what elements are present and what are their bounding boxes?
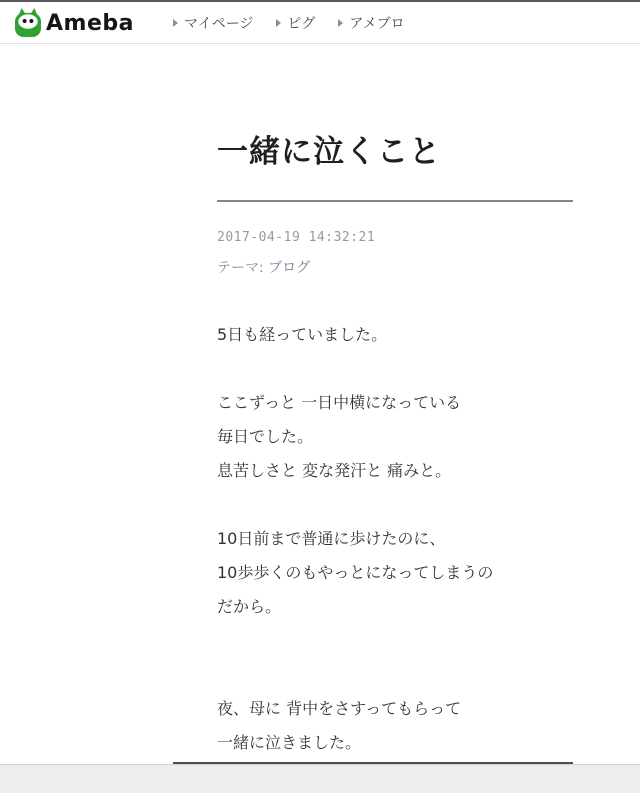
ameba-mascot-icon [14,7,42,38]
footer-strip [0,764,640,793]
body-line: 息苦しさと 変な発汗と 痛みと。 [217,461,452,480]
blog-entry [173,44,573,764]
body-line [217,488,573,522]
body-line: ここずっと 一日中横になっている [217,393,462,412]
nav-arrow-icon [276,19,281,27]
main-content [0,44,640,764]
nav-item-mypage[interactable] [173,13,253,33]
nav-arrow-icon [338,19,343,27]
body-line: 5日も経っていました。 [217,325,388,344]
entry-theme [217,259,573,277]
ameba-logo[interactable] [14,7,134,38]
nav-item-label: アメブロ [349,15,405,32]
entry-date: 2017-04-19 14:32:21 [217,230,376,245]
header-nav [150,13,405,33]
entry-theme-label: テーマ: [217,260,264,276]
nav-arrow-icon [173,19,178,27]
nav-item-ameblo[interactable] [338,13,404,33]
entry-theme-link[interactable]: ブログ [268,260,311,276]
body-line: だから。 [217,597,282,616]
body-line: 一緒に泣きました。 [217,733,362,752]
body-line: 10日前まで普通に歩けたのに、 [217,529,446,548]
body-line [217,352,573,386]
body-line: 10歩歩くのもやっとになってしまうの [217,563,494,582]
entry-body [217,318,573,760]
nav-item-label: マイページ [183,15,254,32]
body-line [217,658,573,692]
entry-title[interactable]: 一緒に泣くこと [217,130,573,202]
body-line [217,624,573,658]
body-line: 夜、母に 背中をさすってもらって [217,699,462,718]
brand-text: Ameba [46,10,134,36]
nav-item-pigg[interactable] [276,13,315,33]
header-bar [0,0,640,44]
body-line: 毎日でした。 [217,427,314,446]
nav-item-label: ピグ [287,15,316,32]
